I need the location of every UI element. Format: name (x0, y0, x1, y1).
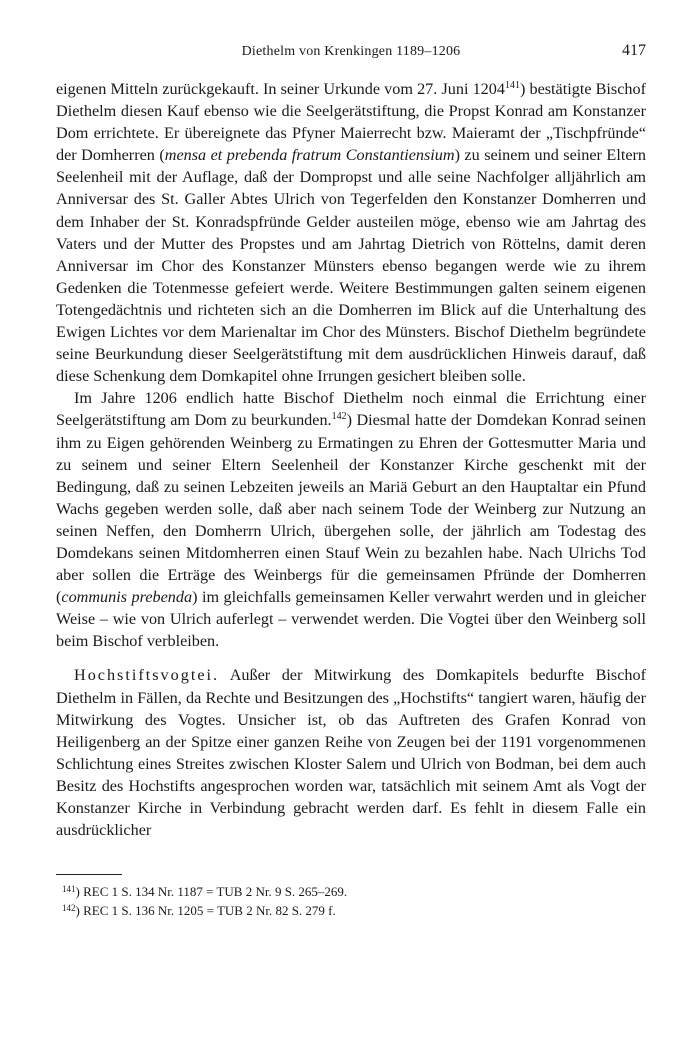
footnote-text: ) REC 1 S. 136 Nr. 1205 = TUB 2 Nr. 82 S. 279 f. (75, 903, 336, 918)
running-title: Diethelm von Krenkingen 1189–1206 (241, 44, 461, 59)
footnote-ref-142[interactable]: 142 (331, 411, 347, 423)
footnote-number: 141 (62, 884, 76, 894)
footnote-142 (62, 901, 646, 920)
section-heading: Hochstiftsvogtei. (74, 666, 220, 685)
paragraph-continued (56, 78, 646, 387)
paragraph-hochstiftsvogtei (56, 664, 646, 841)
body-text (56, 78, 646, 841)
paragraph-1206-foundation (56, 387, 646, 652)
paragraph-text: ) im gleichfalls gemeinsamen Keller verwahrt werden und in gleicher Weise – wie von Ulrich auferlegt – verwendet werden. Die Vogtei über den Weinberg soll beim Bischof verbleiben. (56, 588, 646, 651)
footnotes (62, 882, 646, 920)
footnote-number: 142 (62, 903, 76, 913)
paragraph-text: ) zu seinem und seiner Eltern Seelenheil mit der Auflage, daß der Dompropst und alle seine Nachfolger alljährlich am Anniversar des St. Galler Abtes Ulrich von Tegerfelden den Konstanzer Domherren und dem Inhaber der St. Konradspfründe Gelder austeilen möge, ebenso wie am Jahrtag des Vaters und der Mutter des Propstes und am Jahrtag Dietrich von Röttelns, damit deren Anniversar im Chor des Konstanzer Münsters ebenso begangen werde wie zu ihrem Gedenken die Totenmesse gefeiert werde. Weitere Bestimmungen galten seinem eigenen Totengedächtnis und richteten sich an die Domherren im Blick auf die Unterhaltung des Ewigen Lichtes vor dem Marienaltar im Chor des Münsters. Bischof Diethelm begründete seine Beurkundung dieser Seelgerätstiftung mit dem ausdrücklichen Hinweis darauf, daß diese Schenkung dem Domkapitel ohne Irrungen gesichert bleiben solle. (56, 146, 646, 386)
paragraph-text: ) Diesmal hatte der Domdekan Konrad seinen ihm zu Eigen gehörenden Weinberg zu Ermatingen zu Ehren der Gottesmutter Maria und zu seinem und seiner Eltern Seelenheil der Konstanzer Kirche geschenkt mit der Bedingung, daß zu seinen Lebzeiten jeweils an Mariä Geburt an den Hauptaltar ein Pfund Wachs gegeben werden solle, daß aber nach seinem Tode der Weinberg zur Nutzung an seinen Neffen, den Domherrn Ulrich, übergehen solle, der jährlich am Todestag des Domdekans seinen Mitdomherren einen Stauf Wein zu bezahlen habe. Nach Ulrichs Tod aber sollen die Erträge des Weinbergs für die gemeinsamen Pfründe der Domherren ( (56, 411, 647, 607)
running-head (56, 44, 646, 66)
paragraph-text: Außer der Mitwirkung des Domkapitels bedurfte Bischof Diethelm in Fällen, da Rechte und Besitzungen des „Hochstifts“ tangiert waren, häufig der Mitwirkung des Vogtes. Unsicher ist, ob das Auftreten des Grafen Konrad von Heiligenberg an der Spitze einer ganzen Reihe von Zeugen bei der 1191 vorgenommenen Schlichtung eines Streites zwischen Kloster Salem und Ulrich von Bodman, bei dem auch Besitz des Hochstifts angesprochen worden war, tatsächlich mit seinem Amt als Vogt der Konstanzer Kirche in Verbindung gebracht werden darf. Es fehlt in diesem Falle ein ausdrücklicher (56, 666, 646, 840)
page-number: 417 (622, 42, 646, 59)
footnote-ref-141[interactable]: 141 (504, 80, 520, 91)
footnote-text: ) REC 1 S. 134 Nr. 1187 = TUB 2 Nr. 9 S. 265–269. (75, 884, 348, 899)
latin-term: communis prebenda (61, 588, 193, 607)
paragraph-text: eigenen Mitteln zurückgekauft. In seiner Urkunde vom 27. Juni 1204 (56, 80, 505, 98)
latin-term: mensa et prebenda fratrum Constantiensium (164, 146, 455, 165)
footnote-divider (56, 874, 122, 875)
footnote-141 (62, 882, 646, 901)
paragraph-text: Im Jahre 1206 endlich hatte Bischof Diethelm noch einmal die Errichtung einer Seelgerätstiftung am Dom zu beurkunden. (56, 389, 646, 430)
paragraph-text: ) bestätigte Bischof Diethelm diesen Kauf ebenso wie die Seelgerätstiftung, die Propst Konrad am Konstanzer Dom errichtete. Er übereignete das Pfyner Maierrecht bzw. Maieramt der „Tischpfründe“ der Domherren ( (56, 80, 646, 165)
